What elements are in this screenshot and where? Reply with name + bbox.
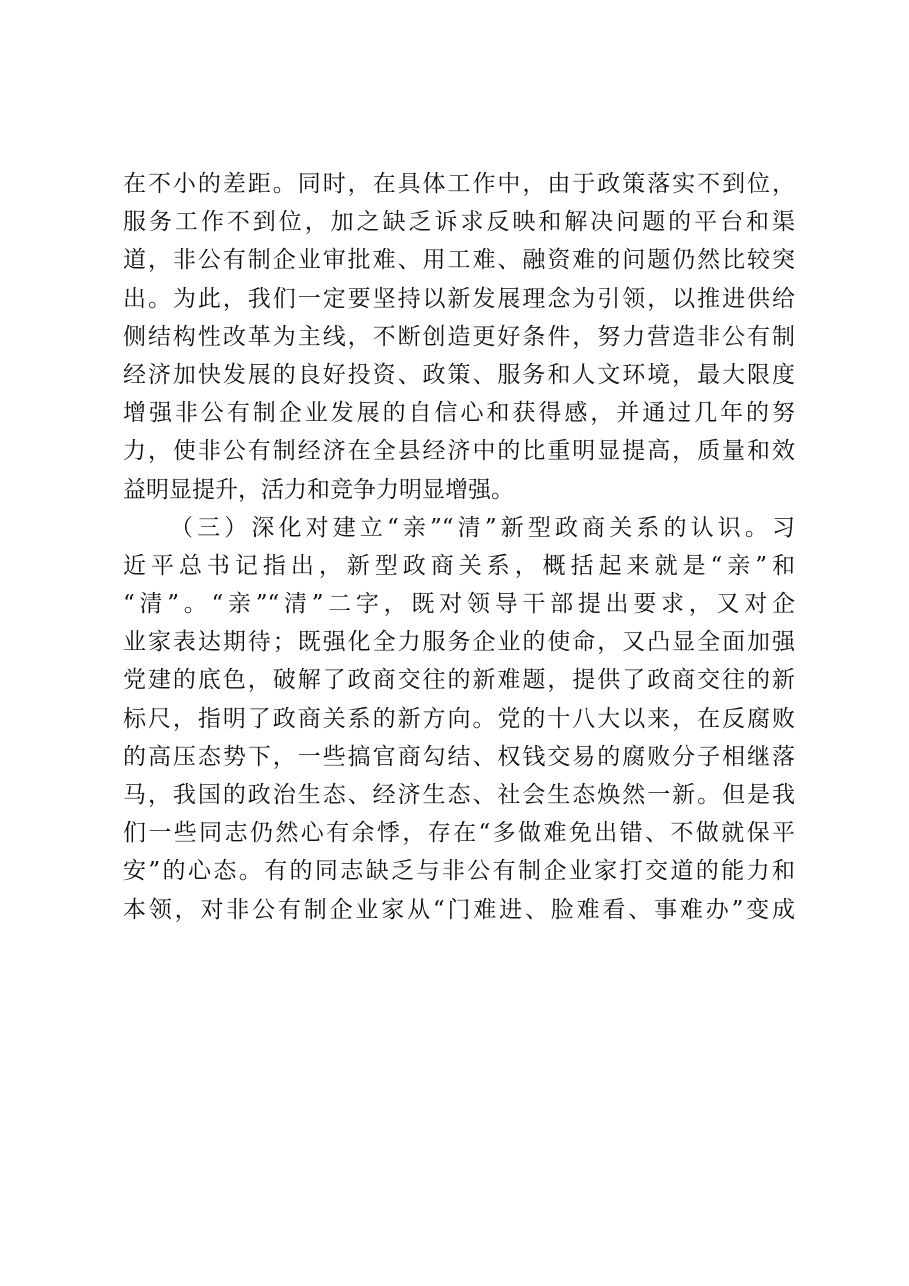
- section-heading-line: （三）深化对建立“亲”“清”新型政商关系的认识。习: [170, 514, 795, 541]
- text-line: 侧结构性改革为主线，不断创造更好条件，努力营造非公有制: [123, 323, 795, 350]
- text-line: 力，使非公有制经济在全县经济中的比重明显提高，质量和效: [123, 438, 795, 465]
- text-line: 标尺，指明了政商关系的新方向。党的十八大以来，在反腐败: [123, 705, 795, 732]
- text-line: 增强非公有制企业发展的自信心和获得感，并通过几年的努: [123, 400, 795, 427]
- body-text: [123, 165, 795, 929]
- text-line: 出。为此，我们一定要坚持以新发展理念为引领，以推进供给: [123, 285, 795, 312]
- text-line: 业家表达期待；既强化全力服务企业的使命，又凸显全面加强: [123, 629, 795, 656]
- text-line: 的高压态势下，一些搞官商勾结、权钱交易的腐败分子相继落: [123, 743, 795, 770]
- text-line: 近平总书记指出，新型政商关系，概括起来就是“亲”和: [123, 552, 795, 579]
- text-line: 本领，对非公有制企业家从“门难进、脸难看、事难办”变成: [123, 896, 795, 923]
- text-line: 服务工作不到位，加之缺乏诉求反映和解决问题的平台和渠: [123, 209, 795, 236]
- text-line: 们一些同志仍然心有余悸，存在“多做难免出错、不做就保平: [123, 820, 795, 847]
- paragraph-end-line: 益明显提升，活力和竞争力明显增强。: [123, 476, 514, 503]
- text-line: 道，非公有制企业审批难、用工难、融资难的问题仍然比较突: [123, 247, 795, 274]
- text-line: 马，我国的政治生态、经济生态、社会生态焕然一新。但是我: [123, 782, 795, 808]
- text-line: 安”的心态。有的同志缺乏与非公有制企业家打交道的能力和: [123, 858, 795, 885]
- text-line: 党建的底色，破解了政商交往的新难题，提供了政商交往的新: [123, 667, 795, 694]
- text-line: “清”。“亲”“清”二字，既对领导干部提出要求，又对企: [123, 591, 795, 618]
- text-line: 经济加快发展的良好投资、政策、服务和人文环境，最大限度: [123, 361, 795, 388]
- text-line: 在不小的差距。同时，在具体工作中，由于政策落实不到位，: [123, 171, 795, 197]
